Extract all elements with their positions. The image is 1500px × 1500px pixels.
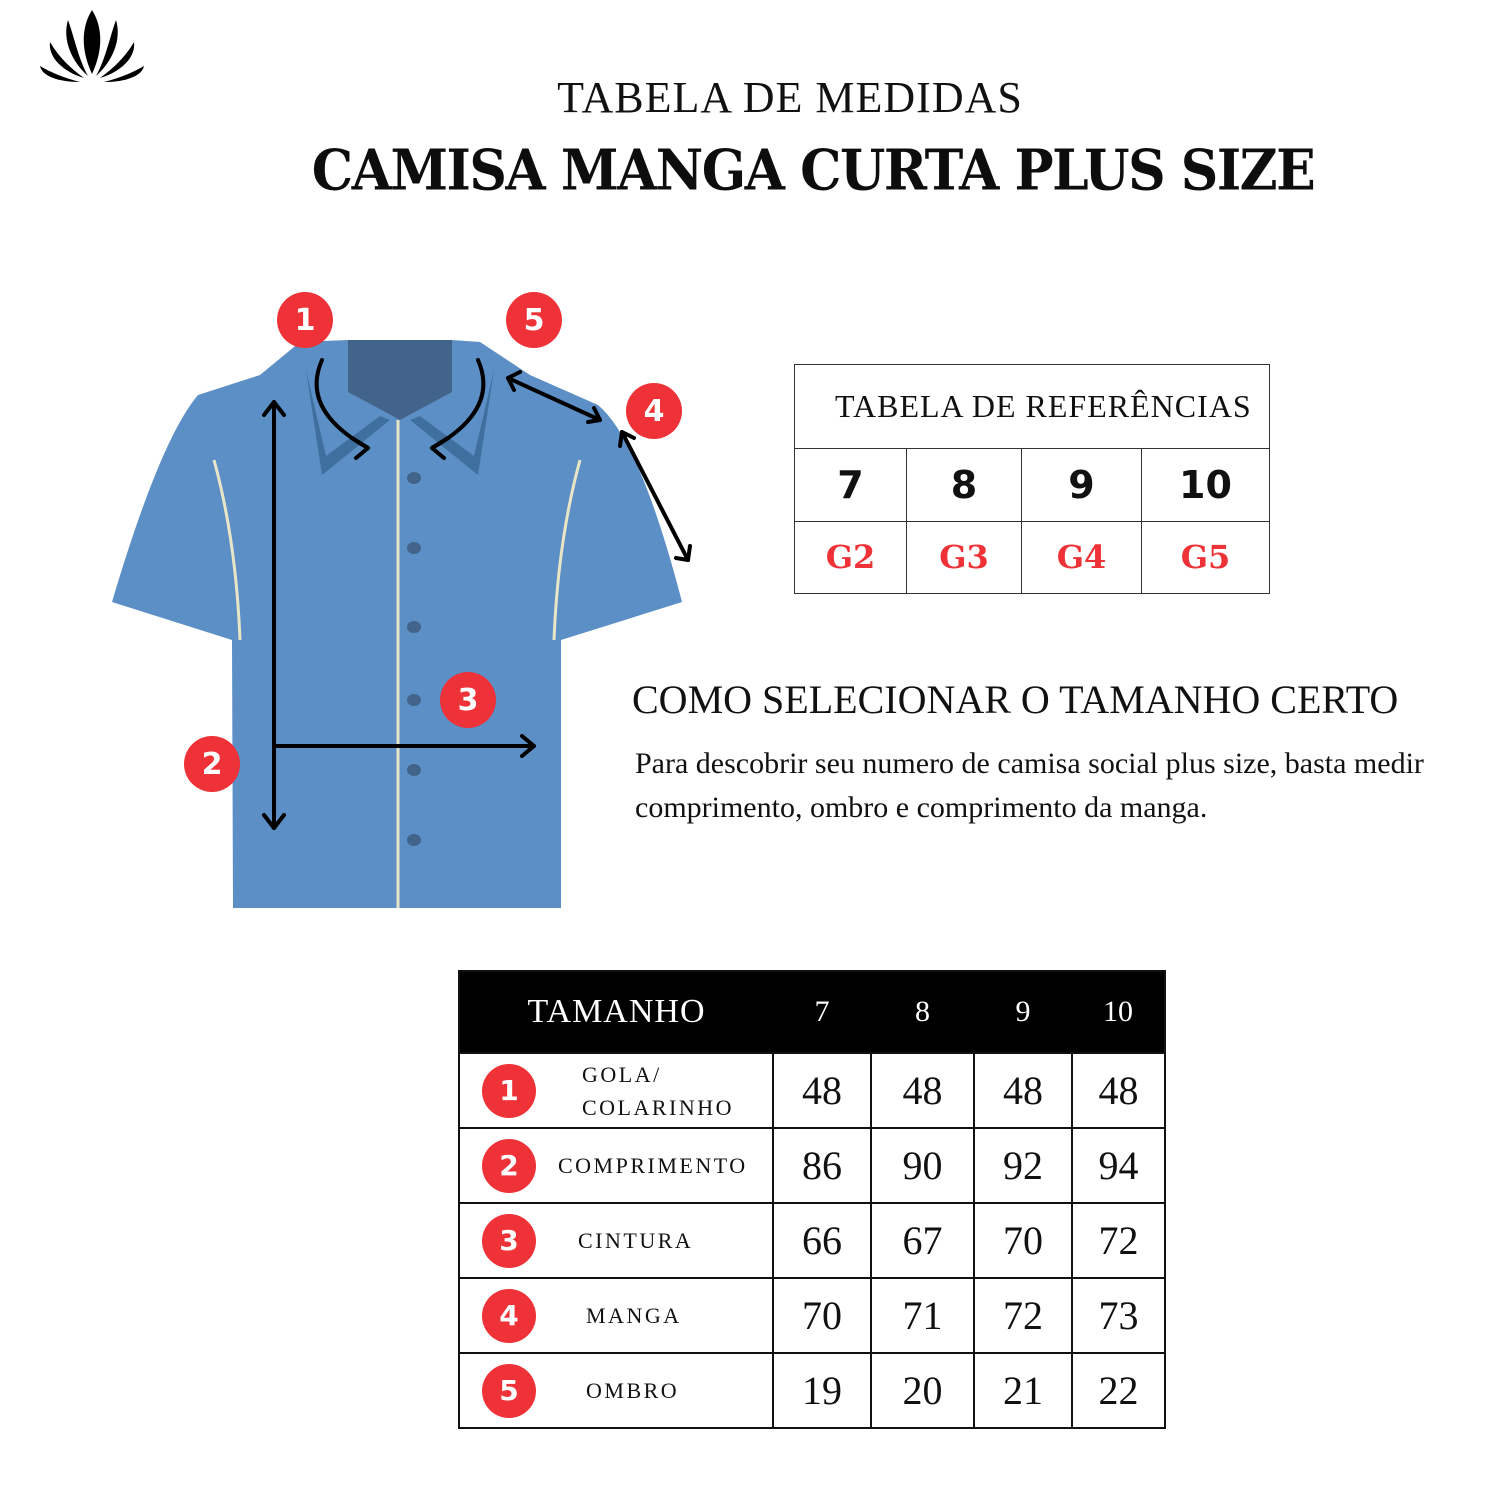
- table-row: [459, 1203, 1165, 1278]
- row-badge: 5: [482, 1364, 536, 1418]
- how-to-title: COMO SELECIONAR O TAMANHO CERTO: [632, 677, 1399, 722]
- table-row: [459, 1128, 1165, 1203]
- table-cell: 70: [974, 1203, 1072, 1278]
- ref-number: 9: [1022, 449, 1142, 521]
- reference-table-title: TABELA DE REFERÊNCIAS: [795, 365, 1270, 449]
- header-size: 8: [871, 971, 974, 1053]
- row-label: CINTURA: [578, 1228, 694, 1254]
- table-cell: 48: [773, 1053, 871, 1128]
- header-size: 10: [1072, 971, 1165, 1053]
- header-size: 9: [974, 971, 1072, 1053]
- table-cell: 48: [974, 1053, 1072, 1128]
- how-to-body: Para descobrir seu numero de camisa social plus size, basta medir comprimento, ombro e comprimento da manga.: [635, 747, 1424, 824]
- size-table-header: [459, 971, 1165, 1053]
- page-title: CAMISA MANGA CURTA PLUS SIZE: [311, 137, 1315, 204]
- table-row: [459, 1278, 1165, 1353]
- table-cell: 67: [871, 1203, 974, 1278]
- row-label-cell: [459, 1278, 773, 1353]
- badge-cintura: 3: [440, 672, 496, 728]
- table-cell: 70: [773, 1278, 871, 1353]
- row-label-cell: [459, 1203, 773, 1278]
- row-label-cell: [459, 1128, 773, 1203]
- row-badge: 4: [482, 1289, 536, 1343]
- row-label-cell: [459, 1053, 773, 1128]
- row-badge: 3: [482, 1214, 536, 1268]
- header-size: 7: [773, 971, 871, 1053]
- table-cell: 92: [974, 1128, 1072, 1203]
- ref-number: 10: [1142, 449, 1270, 521]
- table-cell: 94: [1072, 1128, 1165, 1203]
- ref-letter-size: G2: [795, 521, 907, 593]
- badge-gola: 1: [277, 292, 333, 348]
- table-cell: 48: [871, 1053, 974, 1128]
- table-cell: 90: [871, 1128, 974, 1203]
- badge-ombro: 5: [506, 292, 562, 348]
- row-label: [582, 1058, 734, 1124]
- badge-comprimento: 2: [184, 736, 240, 792]
- size-table: [458, 970, 1166, 1429]
- table-cell: 71: [871, 1278, 974, 1353]
- table-cell: 72: [1072, 1203, 1165, 1278]
- table-cell: 21: [974, 1353, 1072, 1428]
- row-badge: 2: [482, 1139, 536, 1193]
- badge-manga: 4: [626, 383, 682, 439]
- table-cell: 66: [773, 1203, 871, 1278]
- row-label: COMPRIMENTO: [558, 1153, 748, 1179]
- reference-table: [794, 364, 1270, 594]
- row-label-line: GOLA/: [582, 1061, 662, 1087]
- table-cell: 86: [773, 1128, 871, 1203]
- ref-number: 7: [795, 449, 907, 521]
- table-cell: 73: [1072, 1278, 1165, 1353]
- header-tamanho: TAMANHO: [459, 971, 773, 1053]
- ref-letter-size: G3: [907, 521, 1022, 593]
- ref-letter-size: G4: [1022, 521, 1142, 593]
- table-cell: 19: [773, 1353, 871, 1428]
- table-cell: 20: [871, 1353, 974, 1428]
- shirt-diagram: [100, 280, 720, 920]
- table-cell: 48: [1072, 1053, 1165, 1128]
- row-badge: 1: [482, 1064, 536, 1118]
- table-cell: 72: [974, 1278, 1072, 1353]
- row-label-cell: [459, 1353, 773, 1428]
- row-label: MANGA: [586, 1303, 682, 1329]
- table-row: [459, 1053, 1165, 1128]
- row-label: OMBRO: [586, 1378, 680, 1404]
- ref-number: 8: [907, 449, 1022, 521]
- page-subtitle: TABELA DE MEDIDAS: [557, 73, 1023, 122]
- ref-letter-size: G5: [1142, 521, 1270, 593]
- table-row: [459, 1353, 1165, 1428]
- table-cell: 22: [1072, 1353, 1165, 1428]
- row-label-line: COLARINHO: [582, 1094, 735, 1120]
